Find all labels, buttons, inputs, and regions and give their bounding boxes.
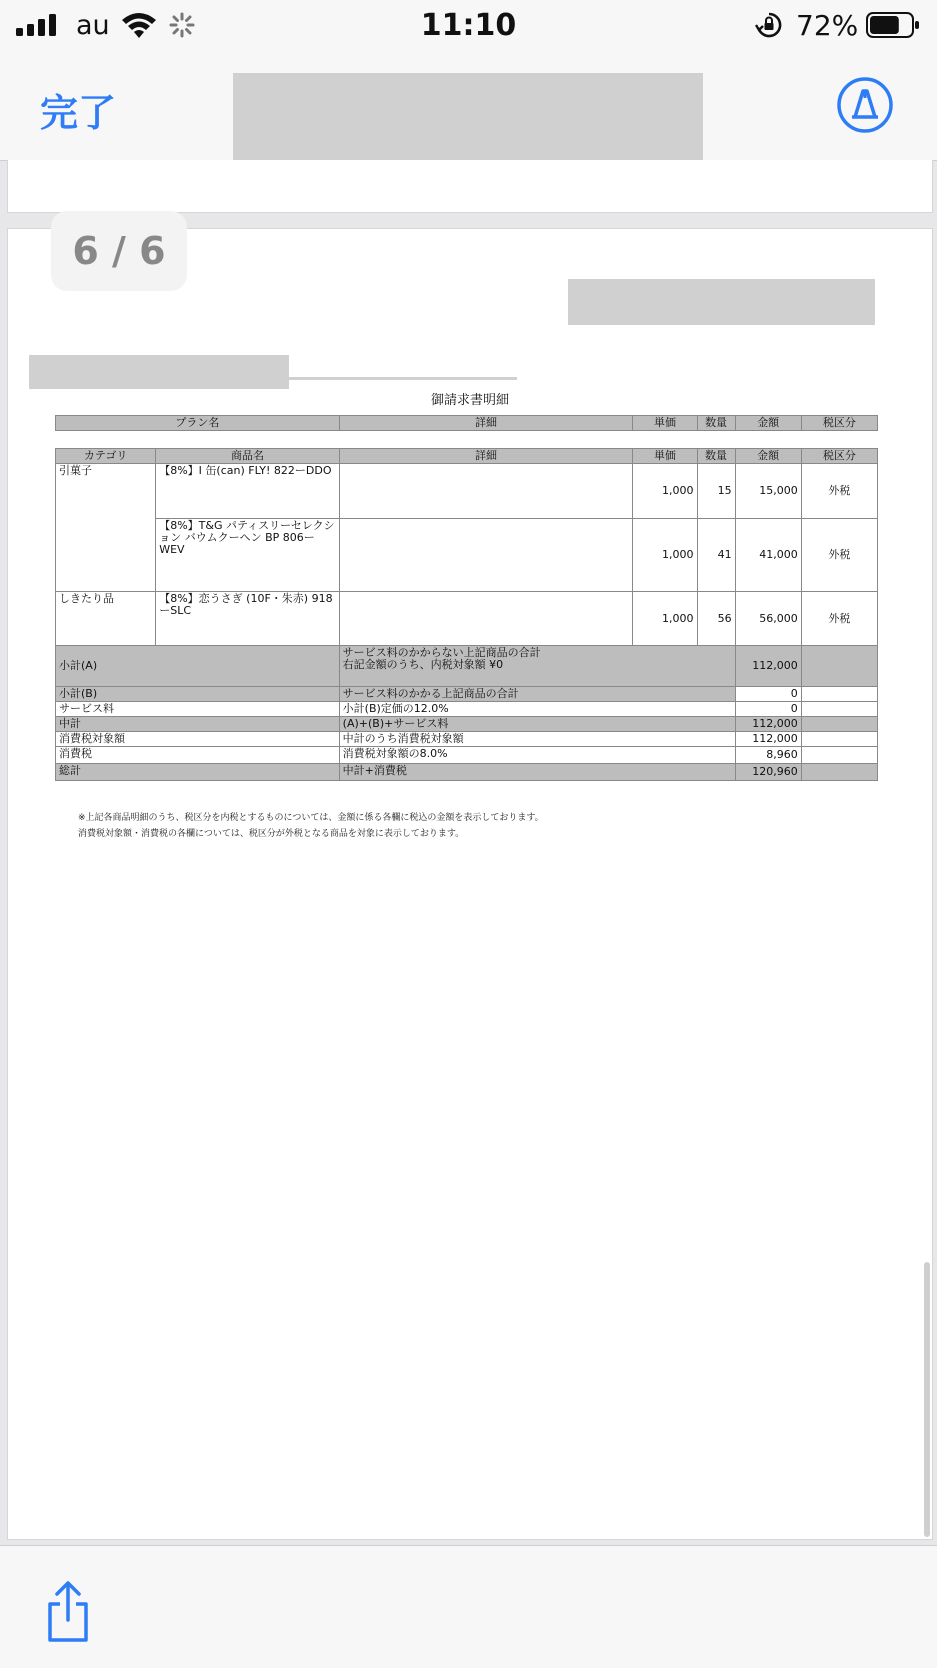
summary-detail: サービス料のかかる上記商品の合計 (339, 687, 735, 702)
unit-price-cell: 1,000 (633, 519, 697, 592)
summary-row (56, 646, 878, 687)
product-name-cell: 【8%】T&G パティスリーセレクション バウムクーヘン BP 806ーWEV (156, 519, 339, 592)
plan-table (55, 415, 878, 431)
header-cell: 詳細 (339, 416, 633, 431)
summary-amount: 0 (735, 702, 801, 717)
summary-label: 総計 (56, 764, 340, 781)
summary-tax (801, 747, 877, 764)
header-cell: 数量 (697, 416, 735, 431)
tax-cell: 外税 (801, 519, 877, 592)
redacted-block (29, 355, 289, 389)
markup-pen-icon[interactable] (836, 76, 894, 134)
summary-tax (801, 646, 877, 687)
document-page (7, 228, 933, 1540)
summary-row (56, 764, 878, 781)
qty-cell: 56 (697, 592, 735, 646)
tax-cell: 外税 (801, 592, 877, 646)
summary-tax (801, 702, 877, 717)
summary-label: 小計(A) (56, 646, 340, 687)
summary-amount: 112,000 (735, 646, 801, 687)
summary-detail: 中計のうち消費税対象額 (339, 732, 735, 747)
summary-row (56, 687, 878, 702)
summary-label: サービス料 (56, 702, 340, 717)
category-cell: 引菓子 (56, 464, 156, 592)
header-cell: 金額 (735, 416, 801, 431)
summary-amount: 120,960 (735, 764, 801, 781)
rotation-lock-icon (755, 11, 783, 39)
item-header-row (56, 449, 878, 464)
detail-cell (339, 592, 633, 646)
amount-cell: 41,000 (735, 519, 801, 592)
amount-cell: 15,000 (735, 464, 801, 519)
summary-row (56, 717, 878, 732)
document-title: 御請求書明細 (430, 393, 509, 408)
summary-tax (801, 717, 877, 732)
nav-bar (0, 52, 937, 161)
header-cell: 単価 (633, 449, 697, 464)
summary-row (56, 702, 878, 717)
header-cell: 商品名 (156, 449, 339, 464)
summary-detail: 小計(B)定価の12.0% (339, 702, 735, 717)
summary-label: 小計(B) (56, 687, 340, 702)
summary-detail: 中計+消費税 (339, 764, 735, 781)
summary-label: 消費税 (56, 747, 340, 764)
summary-label: 中計 (56, 717, 340, 732)
status-bar (0, 0, 937, 52)
clock: 11:10 (420, 8, 517, 43)
header-cell: 単価 (633, 416, 697, 431)
tax-cell: 外税 (801, 464, 877, 519)
redacted-title (233, 73, 703, 160)
plan-header-row (56, 416, 878, 431)
scrollbar[interactable] (924, 1262, 930, 1537)
summary-tax (801, 687, 877, 702)
previous-page (7, 160, 933, 213)
table-row (56, 519, 878, 592)
bottom-toolbar (0, 1545, 937, 1668)
product-name-cell: 【8%】恋うさぎ (10F・朱赤) 918ーSLC (156, 592, 339, 646)
page-indicator: 6 / 6 (51, 211, 187, 291)
detail-cell (339, 464, 633, 519)
share-icon[interactable] (42, 1580, 94, 1644)
table-row (56, 464, 878, 519)
header-cell: プラン名 (56, 416, 340, 431)
summary-detail (339, 646, 735, 687)
summary-label: 消費税対象額 (56, 732, 340, 747)
table-row (56, 592, 878, 646)
category-cell: しきたり品 (56, 592, 156, 646)
summary-tax (801, 764, 877, 781)
header-cell: 金額 (735, 449, 801, 464)
summary-amount: 112,000 (735, 732, 801, 747)
done-button[interactable]: 完了 (40, 91, 117, 135)
header-cell: 数量 (697, 449, 735, 464)
item-table (55, 448, 878, 781)
product-name-cell: 【8%】I 缶(can) FLY! 822ーDDO (156, 464, 339, 519)
summary-amount: 0 (735, 687, 801, 702)
summary-amount: 8,960 (735, 747, 801, 764)
summary-detail-line: サービス料のかからない上記商品の合計 (342, 646, 541, 659)
footnote: ※上記各商品明細のうち、税区分を内税とするものについては、金額に係る各欄に税込の金額を表示しております。 (78, 813, 544, 823)
header-cell: カテゴリ (56, 449, 156, 464)
qty-cell: 15 (697, 464, 735, 519)
summary-detail-line: 右記金額のうち、内税対象額 ¥0 (342, 658, 504, 671)
summary-amount: 112,000 (735, 717, 801, 732)
summary-row (56, 732, 878, 747)
summary-tax (801, 732, 877, 747)
battery-icon (866, 12, 920, 38)
redacted-block (568, 279, 875, 325)
battery-percent: 72% (796, 9, 859, 42)
header-cell: 税区分 (801, 416, 877, 431)
header-cell: 詳細 (339, 449, 633, 464)
summary-row (56, 747, 878, 764)
unit-price-cell: 1,000 (633, 464, 697, 519)
redacted-underline (289, 377, 517, 380)
summary-detail: (A)+(B)+サービス料 (339, 717, 735, 732)
amount-cell: 56,000 (735, 592, 801, 646)
battery-fill (870, 16, 899, 34)
carrier-label: au (76, 10, 110, 41)
footnote: 消費税対象額・消費税の各欄については、税区分が外税となる商品を対象に表示しております。 (78, 829, 465, 839)
qty-cell: 41 (697, 519, 735, 592)
detail-cell (339, 519, 633, 592)
summary-detail: 消費税対象額の8.0% (339, 747, 735, 764)
header-cell: 税区分 (801, 449, 877, 464)
unit-price-cell: 1,000 (633, 592, 697, 646)
